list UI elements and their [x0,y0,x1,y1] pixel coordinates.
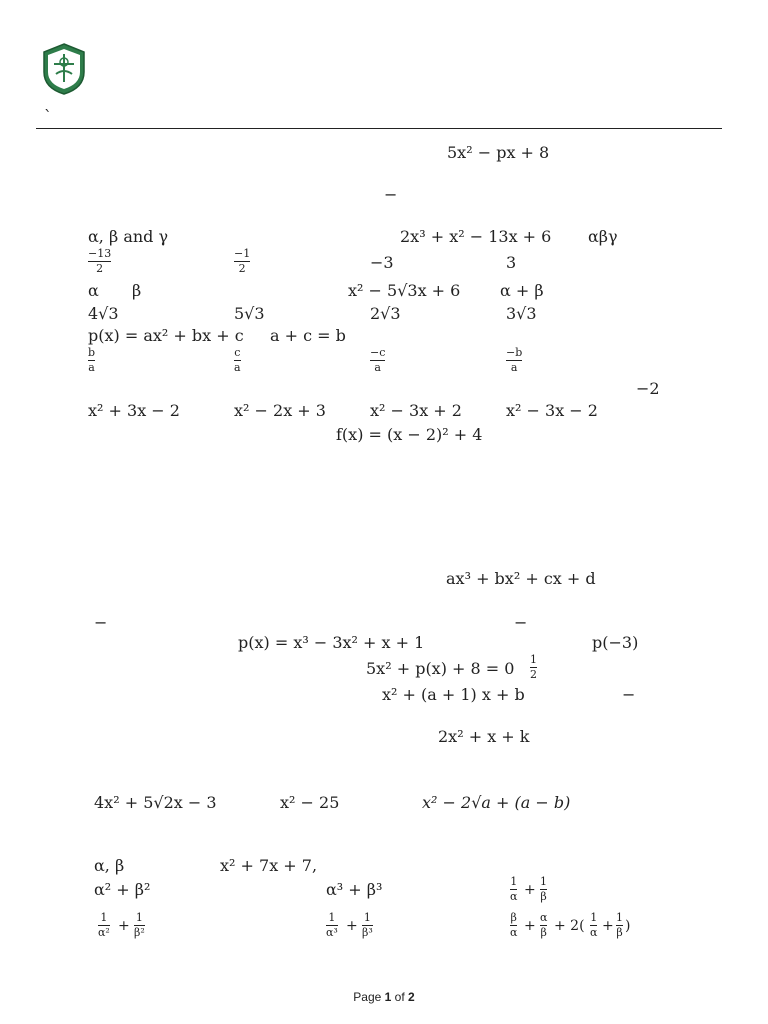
q2-option-b: −1 2 [234,247,251,275]
q5-option-a: x² + 3x − 2 [88,401,180,420]
q8-frac-1-alpha-b: 1 α [590,911,598,939]
q6-k-polynomial: 2x² + x + k [438,727,530,746]
q4-option-c: −c a [370,346,386,374]
q4-option-d: −b a [506,346,523,374]
q6-quadratic: x² + (a + 1) x + b [382,685,525,704]
page-footer [0,990,768,1004]
q7-polynomial-2: x² − 25 [280,793,340,812]
q8-polynomial: x² + 7x + 7, [220,856,318,875]
q8-frac-1-alpha-cube: 1 α³ [326,911,338,939]
q1-dash: − [384,185,398,204]
q6-p-minus-3: p(−3) [592,633,639,652]
footer-page-word: Page [353,990,382,1004]
q6-dash-3: − [622,685,636,704]
q8-frac-1-beta: 1 β [540,875,547,903]
q8-frac-alpha-beta: α β [540,911,548,939]
q3-option-c: 2√3 [370,304,401,323]
q3-option-d: 3√3 [506,304,537,323]
q1-polynomial: 5x² − px + 8 [447,143,550,162]
q4-option-a: b a [88,346,96,374]
q4-condition: a + c = b [270,326,346,345]
header-rule [36,128,722,129]
q8-frac-1-alpha-sq: 1 α² [98,911,110,939]
q8-frac-beta-alpha: β α [510,911,518,939]
q5-option-c: x² − 3x + 2 [370,401,462,420]
q2-roots: α, β and γ [88,227,169,246]
header-tick-mark: ` [44,107,52,126]
footer-total-pages: 2 [408,990,415,1004]
q3-sum: α + β [500,281,544,300]
q6-half: 1 2 [530,653,537,681]
q8-frac-1-beta-b: 1 β [616,911,623,939]
q2-option-a: −13 2 [88,247,112,275]
q8-plus-5: + [602,918,614,934]
q8-plus-3: + [346,918,358,934]
q5-function: f(x) = (x − 2)² + 4 [336,425,483,444]
q3-option-a: 4√3 [88,304,119,323]
q8-roots: α, β [94,856,125,875]
q5-option-d: x² − 3x − 2 [506,401,598,420]
q8-expr-squares: α² + β² [94,880,151,899]
q6-equation: 5x² + p(x) + 8 = 0 [366,659,515,678]
q7-polynomial-3: x² − 2√a + (a − b) [422,793,571,812]
q8-plus-1: + [524,882,536,898]
q8-expr-cubes: α³ + β³ [326,880,383,899]
q3-polynomial: x² − 5√3x + 6 [348,281,461,300]
q7-polynomial-1: 4x² + 5√2x − 3 [94,793,217,812]
q6-cubic-form: ax³ + bx² + cx + d [446,569,596,588]
school-crest-logo [40,42,88,96]
footer-of: of [394,990,405,1004]
q8-frac-1-beta-cube: 1 β³ [362,911,373,939]
q3-alpha: α [88,281,99,300]
footer-current-page: 1 [384,990,392,1004]
q6-dash-right: − [514,613,528,632]
q5-option-b: x² − 2x + 3 [234,401,326,420]
q8-two-times: + 2( [554,918,585,934]
q4-option-b: c a [234,346,241,374]
q8-close-paren: ) [625,918,631,934]
q8-frac-1-beta-sq: 1 β² [134,911,145,939]
q5-zero: −2 [636,379,660,398]
q2-product: αβγ [588,227,618,246]
q2-option-d: 3 [506,253,517,272]
q8-plus-4: + [524,918,536,934]
q3-option-b: 5√3 [234,304,265,323]
q8-frac-1-alpha: 1 α [510,875,518,903]
q2-polynomial: 2x³ + x² − 13x + 6 [400,227,552,246]
q2-option-c: −3 [370,253,394,272]
q8-plus-2: + [118,918,130,934]
q3-beta: β [132,281,142,300]
q4-polynomial: p(x) = ax² + bx + c [88,326,244,345]
q6-dash-left: − [94,613,108,632]
q6-polynomial: p(x) = x³ − 3x² + x + 1 [238,633,425,652]
